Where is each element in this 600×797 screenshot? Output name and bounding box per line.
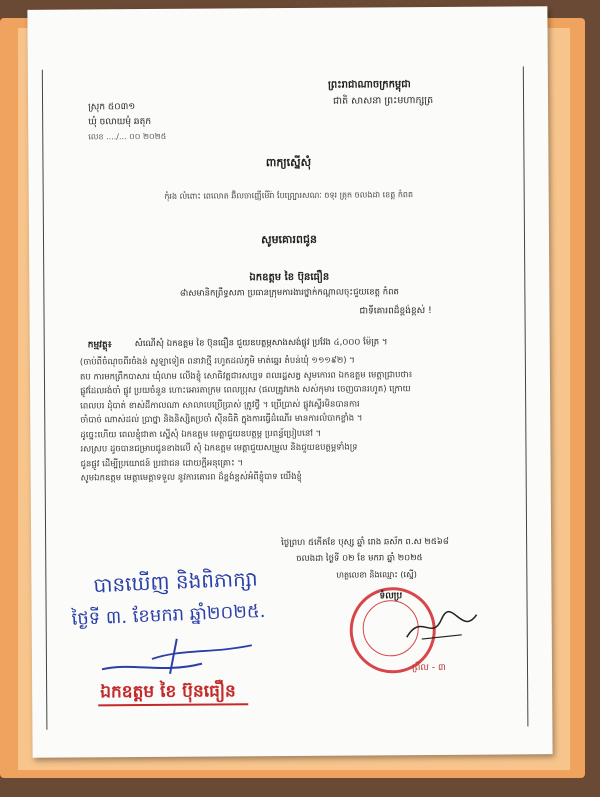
left-header-line-1: ស្រុក ៥០៣១ [88,102,136,113]
object-label: កម្មវត្ថុ៖ [87,340,112,351]
body-line: ពេលបរ ដុំបាត់ ខាស់ដីកាលណា សាលាបេប្រើប្រាស់ ត្រូវថ្វី ។ ប្រើប្រាស់ ផ្លូវស្ទើរមិនបានការ [80,399,360,411]
name-stamp: ឯកឧត្ដម ខៃ ប៊ុនធឿន [100,681,236,703]
body-line: ផ្លូវដែលរង់ចាំ ផ្លូវ ប្រយចំនួន ហោះអោរតាក្រម ពេលប្រុស (ផលត្រូវកេង សស់កុមារ ចេញបានរហូត) ក្រោយ [80,384,411,397]
date-lunar: ថ្ងៃព្រហ ៥កើតខែ បុស្ស ឆ្នាំ រោង ឆស័ក ព.ស ២៥៦៨ [281,536,449,549]
signer-short: ទំលប្រ [379,591,403,602]
body-line: ចាំបាច់ ណាស់ដល់ ប្រាថ្នា និងនិស្សិតប្រចាំ ស៊ីនធិតិ ក្នុងការធ្វើដំណើរ មានការលំបាកខ្លាំង ។ [80,413,363,426]
closing-line: សូមឯកឧត្ដម មេត្តាមេត្តាទទួល នូវការគោរព ដ៏ខ្ពង់ខ្ពស់អំពីខ្ញុំបាទ យើងខ្ញុំ [80,471,302,484]
body-line: ជូនផ្លូវ ដើម្បីប្រយោជន៍ ប្រជាជន ដោយក្ដីអនុគ្រោះ ។ [80,457,244,469]
object-text: សំណើសុំ ឯកឧត្ដម ខៃ ប៊ុនធឿន ជួយឧបត្ថម្ភសាងសង់ផ្លូវ ប្រវែង ៤,០០០ ម៉ែត្រ ។ [134,337,388,350]
body-line: (ចាប់ពីចំណុចពីរចំងន់ សូឡាទៀត ពនាវាថ្មី រហូតដល់ភូមិ មាត់ឆ្នេរ តំបន់ឃុំ ១១១៩២) ។ [79,355,355,368]
honorific: ជាទីគោរពដ៏ខ្ពង់ខ្ពស់ ! [359,306,432,317]
handwritten-approval-line-1: បានឃើញ និងពិភាក្សា [92,566,259,598]
recipient-title: ៨ាសមានិកព្រឹទ្ធសភា ប្រធានក្រុមការងារថ្នាក់កណ្តាលចុះជួយខេត្ត កំពត [179,287,399,299]
document-type: ពាក្យស្នើសុំ [265,155,312,170]
motto: ជាតិ សាសនា ព្រះមហាក្សត្រ [333,94,434,107]
body-line: រសស្រប ដូចបានជម្រាបជូនខាងលើ សុំ ឯកឧត្ដម មេត្តាជួយសម្រួល និងជួយឧបត្ថម្ភទាំងទ្រ [80,442,358,455]
body-line: តប ការមកព្រឹកបាសារ ឃុំលាម លើងខ្ញុំ សោធិវត្តជារសប្បទ ពលរដ្ឋសត្វ សូមកោរព ឯកឧត្ដម មេត្តាជ្រាបថា៖ [79,369,413,382]
approver-signature [92,633,262,679]
signer-title: ហត្ថលេខា និងឈ្មោះ (ស្នើ) [336,570,417,580]
stamp-caption: ព្រឹល - ៣ [411,662,446,674]
handwritten-approval-line-2: ថ្ងៃទី ៣. ខែមករា ឆ្នាំ២០២៥. [71,600,266,630]
left-header-line-3: លេខ ..../... ០០ ២០២៥ [88,131,167,142]
letter-page [27,6,552,758]
author-signature [402,607,482,648]
body-line: ដូច្នេះហើយ ពេលខ្ញុំជាតា ស្នើសុំ ឯកឧត្ដម មេត្តាជួយឧបត្ថម្ភ ប្រពន្ធ័ប្រៀបនៅ ។ [80,428,322,440]
left-header-line-2: ឃុំ ចលាយមុំ ឆតុក [88,116,152,128]
salutation: សូមគោរពជូន [261,232,317,247]
kingdom-heading: ព្រះរាជាណាចក្រកម្ពុជា [327,79,411,91]
subject-line: កុំរង លំពោះ ពេលោត ឆ៊ិលចាញ្ញើមើរ៉ា បែព្រ្បោរសណៈ ចទុរ ត្រុក ចលងដា ខេត្ត កំពត [164,190,414,201]
date-solar: ចលងដា ថ្ងៃទី ០២ ខែ មករា ឆ្នាំ ២០២៥ [296,553,423,564]
body-paragraph [80,352,521,486]
recipient-name: ឯកឧត្ដម ខៃ ប៊ុនធឿន [249,271,330,284]
